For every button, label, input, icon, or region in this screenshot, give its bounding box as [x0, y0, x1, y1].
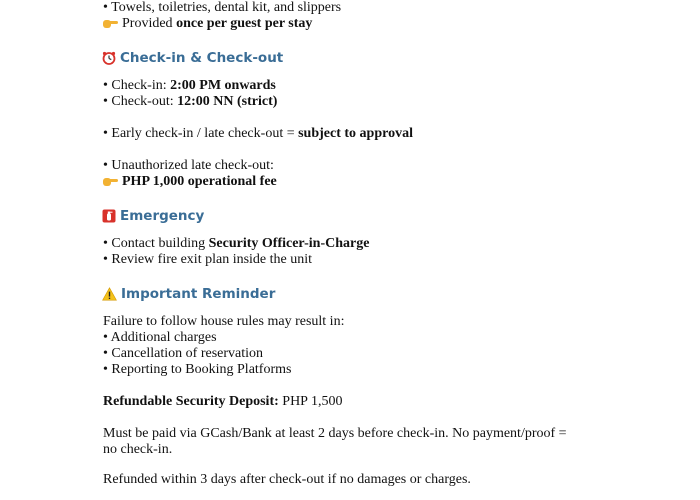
operational-fee-line [103, 174, 277, 190]
reminder-item: • Cancellation of reservation [103, 346, 264, 361]
reminder-item: • Additional charges [103, 330, 217, 345]
checkin-prefix: • Check-in: [103, 78, 171, 93]
reminder-item: • Reporting to Booking Platforms [103, 362, 292, 377]
alarm-clock-icon [102, 51, 116, 65]
early-prefix: • Early check-in / late check-out = [103, 126, 299, 141]
provided-frequency: once per guest per stay [176, 16, 313, 31]
pointing-hand-icon [103, 176, 118, 186]
amenities-items-line: • Towels, toiletries, dental kit, and slippers [103, 0, 342, 15]
deposit-label: Refundable Security Deposit: [103, 394, 279, 409]
warning-icon [102, 287, 117, 301]
emergency-heading [102, 207, 204, 225]
checkout-prefix: • Check-out: [103, 94, 178, 109]
contact-security-line [103, 236, 369, 252]
amenities-provided-line [103, 16, 312, 32]
reminder-heading [102, 285, 275, 303]
checkin-time: 2:00 PM onwards [170, 78, 276, 93]
contact-prefix: • Contact building [103, 236, 209, 251]
checkout-time-line [103, 94, 277, 110]
early-condition: subject to approval [298, 126, 413, 141]
payment-note: Must be paid via GCash/Bank at least 2 days before check-in. No payment/proof = no check-in. [103, 426, 567, 457]
checkin-heading-text: Check-in & Check-out [120, 50, 284, 66]
pointing-hand-icon [103, 18, 118, 28]
security-deposit-line [103, 394, 342, 410]
provided-prefix: Provided [122, 16, 177, 31]
emergency-heading-text: Emergency [120, 208, 205, 224]
reminder-intro: Failure to follow house rules may result in: [103, 314, 345, 329]
unauthorized-checkout-line: • Unauthorized late check-out: [103, 158, 274, 173]
early-checkin-line [103, 126, 413, 142]
checkout-time: 12:00 NN (strict) [177, 94, 278, 109]
refund-note: Refunded within 3 days after check-out if no damages or charges. [103, 472, 471, 487]
deposit-amount: PHP 1,500 [278, 394, 343, 409]
operational-fee: PHP 1,000 operational fee [122, 174, 277, 189]
security-officer: Security Officer-in-Charge [208, 236, 370, 251]
checkin-heading [102, 49, 283, 67]
fire-exit-line: • Review fire exit plan inside the unit [103, 252, 313, 267]
reminder-heading-text: Important Reminder [121, 286, 276, 302]
fire-extinguisher-icon [102, 209, 116, 223]
checkin-time-line [103, 78, 276, 94]
